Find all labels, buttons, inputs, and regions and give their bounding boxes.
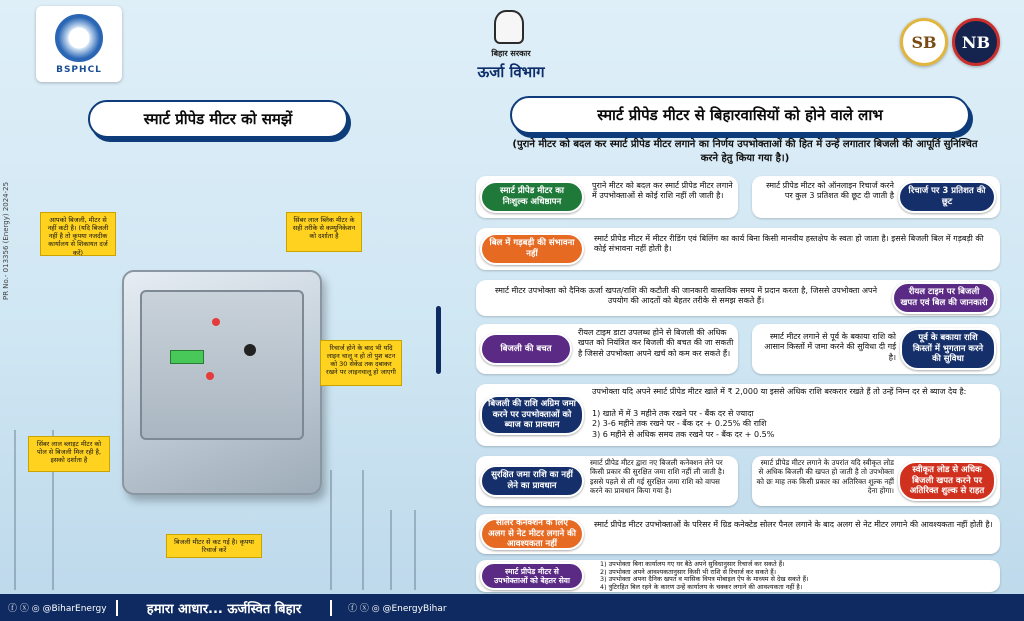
social-handle: @BiharEnergy bbox=[42, 604, 107, 614]
logo-text: BSPHCL bbox=[56, 64, 102, 75]
benefit-pill: स्वीकृत लोड से अधिक बिजली खपत करने पर अतिरिक्त शुल्क से राहत bbox=[898, 461, 996, 501]
logo-emblem-icon bbox=[55, 14, 103, 62]
benefit-pill: रीयल टाइम पर बिजली खपत एवं बिल की जानकारी bbox=[892, 282, 996, 314]
footer-slogan: हमारा आधार... ऊर्जस्वित बिहार bbox=[146, 601, 302, 617]
tower-decoration bbox=[330, 470, 364, 590]
callout-communication: सिंबर लाल ब्लिंक मीटर के सही तरीके से कम्युनिकेशन को दर्शाता है bbox=[286, 212, 362, 252]
benefit-pill: बिजली की बचत bbox=[480, 333, 572, 365]
benefit-list bbox=[600, 561, 996, 592]
right-section-title: स्मार्ट प्रीपेड मीटर से बिहारवासियों को होने वाले लाभ bbox=[510, 96, 970, 134]
benefit-pill: पूर्व के बकाया राशि किस्तों में भुगतान करने की सुविधा bbox=[900, 328, 996, 370]
social-handle: @EnergyBihar bbox=[382, 604, 447, 614]
benefit-pill: रिचार्ज पर 3 प्रतिशत की छूट bbox=[898, 181, 996, 213]
meter-display bbox=[170, 350, 204, 364]
govt-label: बिहार सरकार bbox=[491, 49, 531, 58]
right-section-subtitle: (पुराने मीटर को बदल कर स्मार्ट प्रीपेड मीटर लगाने का निर्णय उपभोक्ताओं की हित में उन्हें लगातार बिजली की आपूर्ति सुनिश्चित करने हेतु किया गया है।) bbox=[512, 139, 978, 164]
footer-divider bbox=[116, 600, 118, 616]
benefit-text: रीयल टाइम डाटा उपलब्ध होने से बिजली की अधिक खपत को नियंत्रित कर बिजली की बचत की जा सकती है जिससे उपभोक्ता अपने खर्च को कम कर सकते हैं। bbox=[578, 328, 734, 358]
social-icons: ⓕ ⓧ ◎ bbox=[348, 604, 383, 614]
benefit-text: स्मार्ट प्रीपेड मीटर को ऑनलाइन रिचार्ज करने पर कुल 3 प्रतिशत की छूट दी जाती है bbox=[766, 181, 894, 201]
footer-bar bbox=[0, 594, 1024, 621]
callout-push-button: रिचार्ज होने के बाद भी यदि लाइन चालू न हो तो पुश बटन को 30 सेकेंड तक दबाकर रखने पर लाइनचालू हो जाएगी bbox=[320, 340, 402, 386]
list-item: 3) उपभोक्ता अपना दैनिक खपत व मासिक विपत्र मोबाइल ऐप के माध्यम से देख सकते हैं। bbox=[600, 575, 809, 584]
list-item: 2) उपभोक्ता अपने आवश्यकतानुसार किसी भी राशि से रिचार्ज कर सकते हैं। bbox=[600, 567, 777, 576]
footer-divider bbox=[330, 600, 332, 616]
list-item: 2) 3-6 महीने तक रखने पर - बैंक दर + 0.25% की राशि bbox=[592, 419, 767, 429]
meter-led-icon bbox=[206, 372, 214, 380]
nb-badge: NB bbox=[952, 18, 1000, 66]
callout-pole-supply: सिंबर लाल ब्लाइट मीटर को पोल से बिजली मिल रही है, इसको दर्शाता है bbox=[28, 436, 110, 472]
footer-social-right[interactable] bbox=[338, 601, 447, 614]
section-divider bbox=[436, 306, 441, 374]
govt-emblem-icon bbox=[494, 10, 524, 44]
social-icons: ⓕ ⓧ ◎ bbox=[8, 604, 43, 614]
pr-number: PR No.- 013356 (Energy) 2024-25 bbox=[2, 181, 10, 300]
benefit-text: पुराने मीटर को बदल कर स्मार्ट प्रीपेड मीटर लगाने में उपभोक्ताओं से कोई राशि नहीं ली जाती है। bbox=[592, 181, 733, 201]
benefit-text: स्मार्ट प्रीपेड मीटर द्वारा नए बिजली कनेक्शन लेने पर किसी प्रकार की सुरक्षित जमा राशि नहीं ली जाती है। इससे पहले से ली गई सुरक्षित जमा राशि को वापस करने का प्रावधान किया गया है। bbox=[590, 458, 725, 496]
benefit-text: स्मार्ट प्रीपेड मीटर में मीटर रीडिंग एवं बिलिंग का कार्य बिना किसी मानवीय हस्तक्षेप के स्वतः हो जाता है। इससे बिजली बिल में गड़बड़ी की कोई संभावना नहीं होती है। bbox=[594, 234, 984, 254]
meter-led-icon bbox=[212, 318, 220, 326]
list-item: 1) उपभोक्ता बिना कार्यालय गए घर बैठे अपने सुविधानुसार रिचार्ज कर सकते हैं। bbox=[600, 560, 785, 568]
benefit-list bbox=[592, 409, 996, 440]
dept-label: ऊर्जा विभाग bbox=[477, 63, 545, 81]
bsphcl-logo bbox=[36, 6, 122, 82]
benefit-pill: सुरक्षित जमा राशि का नहीं लेने का प्रावधान bbox=[480, 465, 584, 497]
benefit-text: स्मार्ट मीटर उपभोक्ता को दैनिक ऊर्जा खपत/राशि की कटौती की जानकारी वास्तविक समय में प्रदान करता है, जिससे उपभोक्ता अपने उपयोग की आदतों को बेहतर तरीके से समझ सकते हैं। bbox=[494, 286, 878, 306]
benefit-text: स्मार्ट मीटर लगाने से पूर्व के बकाया राशि को आसान किस्तों में जमा करने की सुविधा दी गई है। bbox=[764, 332, 896, 362]
benefit-pill: बिल में गड़बड़ी की संभावना नहीं bbox=[480, 233, 584, 265]
footer-social-left[interactable] bbox=[0, 601, 110, 614]
meter-push-button bbox=[244, 344, 256, 356]
benefit-pill: स्मार्ट प्रीपेड मीटर से उपभोक्ताओं को बेहतर सेवा bbox=[480, 562, 584, 590]
benefit-pill: बिजली की राशि अग्रिम जमा करने पर उपभोक्ताओं को ब्याज का प्रावधान bbox=[480, 395, 584, 435]
tower-decoration bbox=[390, 510, 416, 590]
benefit-pill: सोलर कनेक्शन के लिए अलग से नेट मीटर लगाने की आवश्यकता नहीं bbox=[480, 518, 584, 550]
benefit-pill: स्मार्ट प्रीपेड मीटर का निःशुल्क अधिष्ठापन bbox=[480, 181, 584, 213]
callout-recharge: बिजली मीटर से कट गई है। कृपया रिचार्ज करें bbox=[166, 534, 262, 558]
benefit-text: स्मार्ट प्रीपेड मीटर लगाने के उपरांत यदि स्वीकृत लोड से अधिक बिजली की खपत हो जाती है तो उपभोक्ता को छः माह तक किसी प्रकार का अतिरिक्त शुल्क नहीं देना होगा। bbox=[756, 458, 894, 496]
callout-disconnected: आपको बिजली, मीटर से नहीं कटी है। (यदि बिजली नहीं है तो कृपया नजदीक कार्यालय से शिकायत दर्ज करें) bbox=[40, 212, 116, 256]
benefit-text: उपभोक्ता यदि अपने स्मार्ट प्रीपेड मीटर खाते में ₹ 2,000 या इससे अधिक राशि बरकरार रखते हैं तो उन्हें निम्न दर से ब्याज देय है: bbox=[592, 387, 967, 396]
list-item: 3) 6 महीने से अधिक समय तक रखने पर - बैंक दर + 0.5% bbox=[592, 429, 775, 439]
left-section-title: स्मार्ट प्रीपेड मीटर को समझें bbox=[88, 100, 348, 138]
benefit-text: स्मार्ट प्रीपेड मीटर उपभोक्ताओं के परिसर में ग्रिड कनेक्टेड सोलर पैनल लगाने के बाद अलग से नेट मीटर लगाने की आवश्यकता नहीं होती है। bbox=[594, 520, 993, 529]
list-item: 1) खाते में में 3 महीने तक रखने पर - बैंक दर से ज्यादा bbox=[592, 409, 754, 418]
sb-badge: SB bbox=[900, 18, 948, 66]
list-item: 4) त्रुटिरहित बिल रहने के कारण उन्हें कार्यालय के चक्कर लगाने की आवश्यकता नहीं है। bbox=[600, 583, 803, 592]
meter-panel bbox=[140, 290, 304, 440]
